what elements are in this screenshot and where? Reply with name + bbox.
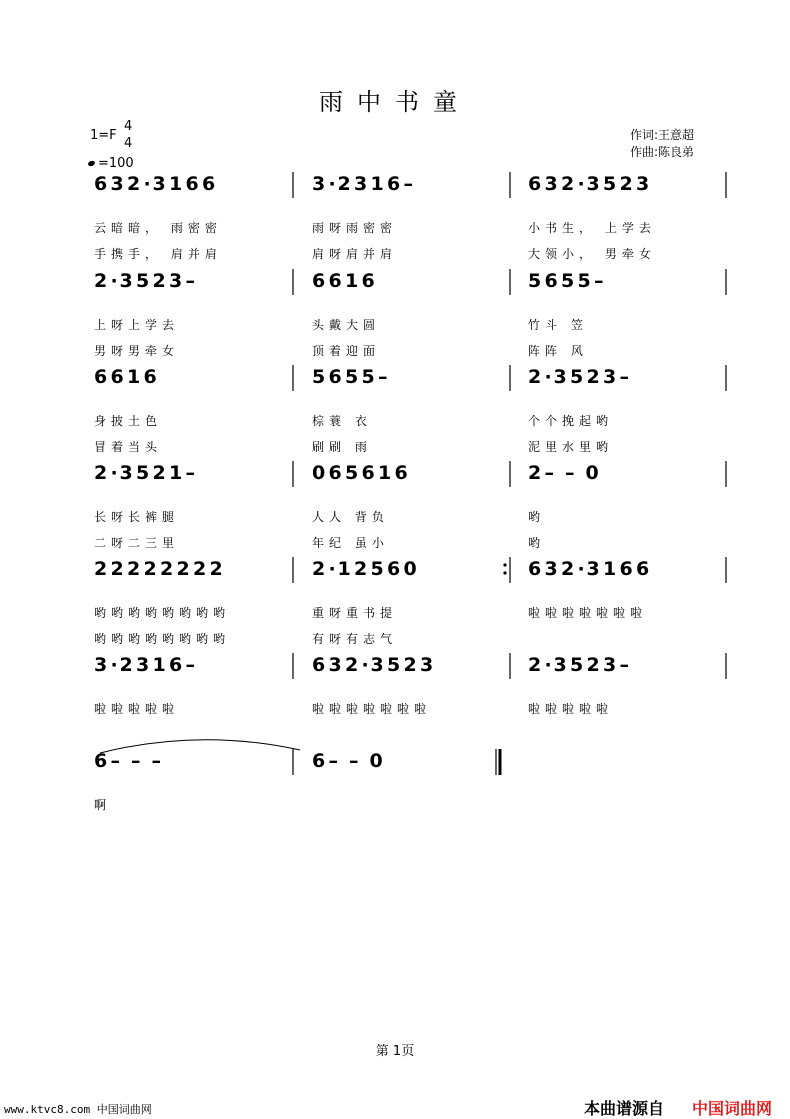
lyric-line: 肩呀肩并肩 — [312, 247, 398, 261]
lyric-line: 小书生， 上学去 — [528, 221, 656, 235]
note: 3 — [169, 270, 183, 292]
note: 2 — [345, 654, 359, 676]
lyric-line: 二呀二三里 — [94, 536, 180, 550]
note: 3 — [152, 173, 166, 195]
note: 3 — [553, 366, 567, 388]
note: 5 — [561, 270, 575, 292]
lyric-line: 手携手， 肩并肩 — [94, 247, 222, 261]
note: 5 — [570, 654, 584, 676]
lyric-line: 重呀重书提 — [312, 606, 398, 620]
note: 2 — [354, 558, 368, 580]
lyric-line: 长呀长裤腿 — [94, 510, 180, 524]
lyric-line: 哟 — [528, 510, 546, 524]
note: 2 — [561, 173, 575, 195]
note: – — [594, 270, 604, 292]
note: · — [110, 270, 118, 292]
note: 3 — [603, 654, 617, 676]
meter-top: 4 — [124, 119, 133, 134]
note: 2 — [94, 270, 108, 292]
note: – — [131, 750, 141, 772]
lyric-line: 顶着迎面 — [312, 344, 381, 358]
lyric-line: 人人 背负 — [312, 510, 389, 524]
lyric-line: 年纪 虽小 — [312, 536, 389, 550]
note: 6 — [528, 173, 542, 195]
lyric-line: 啊 — [94, 798, 112, 812]
lyric-line: 冒着当头 — [94, 440, 163, 454]
lyric-line: 哟哟哟哟哟哟哟哟 — [94, 632, 231, 646]
note: 3 — [544, 173, 558, 195]
note: 2 — [127, 558, 141, 580]
site-url: www.ktvc8.com 中国词曲网 — [4, 1103, 152, 1116]
lyric-line: 啦啦啦啦啦啦啦 — [528, 606, 648, 620]
note: 2 — [127, 173, 141, 195]
note: 3 — [94, 654, 108, 676]
note: 2 — [176, 558, 190, 580]
note: 2 — [619, 173, 633, 195]
note: 2 — [160, 558, 174, 580]
note: 6 — [94, 750, 108, 772]
note: 2 — [143, 558, 157, 580]
composer: 作曲:陈良弟 — [630, 145, 695, 159]
note: 6 — [394, 462, 408, 484]
note: 5 — [345, 462, 359, 484]
lyric-line: 竹斗 笠 — [528, 318, 588, 332]
note: 2 — [110, 558, 124, 580]
note: 3 — [544, 558, 558, 580]
note: 5 — [361, 366, 375, 388]
note: – — [619, 366, 629, 388]
note: 6 — [143, 366, 157, 388]
note: 5 — [370, 558, 384, 580]
note: 6 — [636, 558, 650, 580]
note: 6 — [328, 462, 342, 484]
lyric-line: 有呀有志气 — [312, 632, 398, 646]
note: 2 — [152, 462, 166, 484]
lyric-line: 哟哟哟哟哟哟哟哟 — [94, 606, 231, 620]
note: 1 — [378, 462, 392, 484]
note: 6 — [528, 558, 542, 580]
note: 1 — [169, 173, 183, 195]
note: 2 — [528, 366, 542, 388]
note: 2 — [528, 462, 542, 484]
lyric-line: 雨呀雨密密 — [312, 221, 398, 235]
note: 3 — [354, 173, 368, 195]
repeat-dot — [503, 563, 506, 566]
note: 2 — [561, 558, 575, 580]
note: · — [577, 558, 585, 580]
lyric-line: 云暗暗， 雨密密 — [94, 221, 222, 235]
note: 3 — [420, 654, 434, 676]
note: 6 — [94, 366, 108, 388]
note: 2 — [403, 654, 417, 676]
note: – — [328, 750, 338, 772]
note: 6 — [619, 558, 633, 580]
note: 2 — [586, 654, 600, 676]
lyric-line: 刷刷 雨 — [312, 440, 372, 454]
note: 6 — [361, 462, 375, 484]
note: · — [110, 462, 118, 484]
note: 2 — [94, 558, 108, 580]
brand-label: 中国词曲网 — [692, 1099, 773, 1118]
lyric-line: 啦啦啦啦啦啦啦 — [312, 702, 432, 716]
meter-bottom: 4 — [124, 136, 133, 151]
lyricist: 作词:王意超 — [630, 128, 695, 142]
note: 6 — [94, 173, 108, 195]
lyric-line: 男呀男牵女 — [94, 344, 180, 358]
note: 3 — [636, 173, 650, 195]
note: 2 — [152, 270, 166, 292]
note: – — [378, 366, 388, 388]
lyric-line: 大领小， 男牵女 — [528, 247, 656, 261]
lyric-line: 啦啦啦啦啦 — [94, 702, 180, 716]
note: 2 — [312, 558, 326, 580]
note: · — [544, 654, 552, 676]
note: – — [110, 750, 120, 772]
note: 6 — [169, 654, 183, 676]
note: 0 — [403, 558, 417, 580]
lyric-line: 棕蓑 衣 — [312, 414, 372, 428]
note: · — [361, 654, 369, 676]
note: – — [544, 462, 554, 484]
note: 1 — [127, 366, 141, 388]
note: 6 — [328, 270, 342, 292]
note: 3 — [136, 654, 150, 676]
note: 6 — [110, 366, 124, 388]
note: 6 — [544, 270, 558, 292]
note: 2 — [337, 173, 351, 195]
note: 6 — [387, 558, 401, 580]
note: 5 — [312, 366, 326, 388]
note: – — [619, 654, 629, 676]
note: 3 — [312, 173, 326, 195]
page-number: 第 1页 — [375, 1044, 415, 1059]
key-signature: 1=F — [90, 128, 117, 143]
lyric-line: 啦啦啦啦啦 — [528, 702, 614, 716]
note: – — [565, 462, 575, 484]
note: 2 — [94, 462, 108, 484]
note: 5 — [603, 173, 617, 195]
note: – — [403, 173, 413, 195]
note: 3 — [586, 558, 600, 580]
note: 1 — [345, 270, 359, 292]
note: 1 — [169, 462, 183, 484]
note: 5 — [345, 366, 359, 388]
note: 3 — [110, 173, 124, 195]
note: 3 — [603, 366, 617, 388]
note: · — [110, 654, 118, 676]
note: – — [185, 654, 195, 676]
note: 5 — [570, 366, 584, 388]
note: 6 — [361, 270, 375, 292]
note: 6 — [312, 270, 326, 292]
note: 6 — [202, 173, 216, 195]
note: 6 — [185, 173, 199, 195]
lyric-line: 身披土色 — [94, 414, 163, 428]
note: · — [328, 173, 336, 195]
note: 3 — [119, 270, 133, 292]
note: 5 — [577, 270, 591, 292]
note: 2 — [209, 558, 223, 580]
note: · — [328, 558, 336, 580]
note: 3 — [119, 462, 133, 484]
note: 1 — [603, 558, 617, 580]
note: 6 — [312, 750, 326, 772]
note: · — [577, 173, 585, 195]
note: – — [185, 462, 195, 484]
page-title: 雨中书童 — [319, 88, 471, 116]
note: – — [185, 270, 195, 292]
note: – — [349, 750, 359, 772]
note: 1 — [337, 558, 351, 580]
note: 1 — [370, 173, 384, 195]
note: 0 — [585, 462, 599, 484]
note: 2 — [586, 366, 600, 388]
note: 5 — [136, 462, 150, 484]
note: 0 — [369, 750, 383, 772]
note: 6 — [312, 654, 326, 676]
note: 3 — [553, 654, 567, 676]
note: 3 — [370, 654, 384, 676]
note: 0 — [312, 462, 326, 484]
tempo-value: =100 — [98, 156, 134, 171]
tie-arc — [100, 740, 300, 753]
lyric-line: 泥里水里哟 — [528, 440, 614, 454]
lyric-line: 头戴大圆 — [312, 318, 381, 332]
repeat-dot — [503, 571, 506, 574]
note: 2 — [193, 558, 207, 580]
note: 5 — [136, 270, 150, 292]
note: 1 — [152, 654, 166, 676]
lyric-line: 上呀上学去 — [94, 318, 180, 332]
note: 3 — [328, 654, 342, 676]
note: · — [143, 173, 151, 195]
note: 5 — [528, 270, 542, 292]
note: 5 — [387, 654, 401, 676]
lyric-line: 哟 — [528, 536, 546, 550]
note: 2 — [528, 654, 542, 676]
lyric-line: 个个挽起哟 — [528, 414, 614, 428]
note: 6 — [387, 173, 401, 195]
lyric-line: 阵阵 风 — [528, 344, 588, 358]
note: – — [151, 750, 161, 772]
source-label: 本曲谱源自 — [584, 1099, 665, 1118]
note: 3 — [586, 173, 600, 195]
note: 2 — [119, 654, 133, 676]
note: 6 — [328, 366, 342, 388]
note: · — [544, 366, 552, 388]
